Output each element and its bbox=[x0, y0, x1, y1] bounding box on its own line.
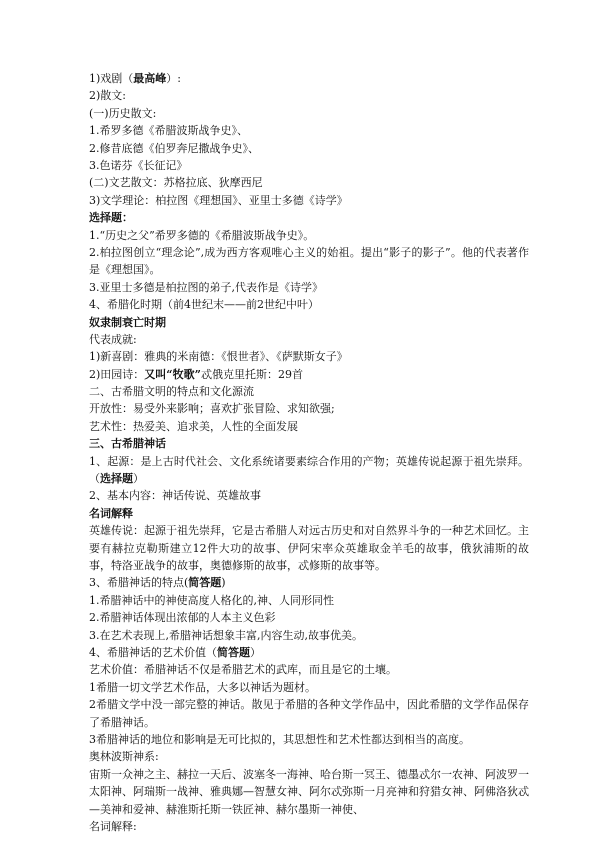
text-run: (二)文艺散文：苏格拉底、狄摩西尼 bbox=[89, 176, 263, 190]
bold-text: 又叫“牧歌” bbox=[144, 367, 201, 381]
text-run: 奥林波斯神系: bbox=[89, 750, 159, 764]
text-run: 1希腊一切文学艺术作品，大多以神话为题材。 bbox=[89, 680, 316, 694]
text-run: 1.希罗多德《希腊波斯战争史》、 bbox=[89, 124, 248, 138]
text-line bbox=[89, 70, 529, 87]
text-run: 2)田园诗： bbox=[89, 367, 145, 381]
text-line bbox=[89, 400, 529, 417]
text-line bbox=[89, 314, 529, 331]
text-line bbox=[89, 418, 529, 435]
text-run: 开放性：易受外来影响；喜欢扩张冒险、求知欲强; bbox=[89, 402, 335, 416]
text-run: 1.希腊神话中的神使高度人格化的,神、人同形同性 bbox=[89, 593, 334, 607]
text-run: 二、古希腊文明的特点和文化源流 bbox=[89, 385, 254, 399]
text-run: 忒俄克里托斯：29首 bbox=[200, 367, 303, 381]
text-run: 2)散文: bbox=[89, 89, 126, 103]
text-line bbox=[89, 748, 529, 765]
text-run: 名词解释: bbox=[89, 819, 137, 833]
text-line bbox=[89, 140, 529, 157]
text-line bbox=[89, 122, 529, 139]
text-line bbox=[89, 87, 529, 104]
text-run: 英雄传说：起源于祖先崇拜，它是古希腊人对远古历史和对自然界斗争的一种艺术回忆。主要有赫拉克勒斯建立12件大功的故事、伊阿宋率众英雄取金羊毛的故事，俄狄浦斯的故事，特洛亚战争的故事，奥德修斯的故事，忒修斯的故事等。 bbox=[89, 524, 529, 573]
text-line bbox=[89, 522, 529, 574]
bold-text: 三、古希腊神话 bbox=[89, 437, 166, 451]
text-run: 2.柏拉图创立“理念论”,成为西方客观唯心主义的始祖。提出“影子的影子”。他的代表著作是《理想国》。 bbox=[89, 245, 529, 277]
bold-text: 奴隶制衰亡时期 bbox=[89, 315, 166, 329]
text-run: 2希腊文学中没一部完整的神话。散见于希腊的各种文学作品中，因此希腊的文学作品保存了希腊神话。 bbox=[89, 698, 529, 729]
text-run: 1)戏剧（ bbox=[89, 72, 134, 85]
bold-text: 简答题 bbox=[188, 576, 222, 590]
text-line bbox=[89, 435, 529, 452]
text-line bbox=[89, 105, 529, 122]
text-run: 1)新喜剧：雅典的米南德：《恨世者》、《萨默斯女子》 bbox=[89, 350, 348, 364]
text-run: 3、希腊神话的特点( bbox=[89, 576, 189, 590]
text-line bbox=[89, 383, 529, 400]
text-run: 2.修昔底德《伯罗奔尼撒战争史》、 bbox=[89, 141, 259, 155]
text-line bbox=[89, 661, 529, 678]
text-run: 艺术性：热爱美、追求美，人性的全面发展 bbox=[89, 419, 298, 433]
text-run: 3希腊神话的地位和影响是无可比拟的，其思想性和艺术性都达到相当的高度。 bbox=[89, 732, 470, 746]
text-line bbox=[89, 366, 529, 383]
text-run: 2.希腊神话体现出浓郁的人本主义色彩 bbox=[89, 611, 276, 625]
text-run: 1.“历史之父”希罗多德的《希腊波斯战争史》。 bbox=[89, 228, 315, 242]
text-line bbox=[89, 679, 529, 696]
text-line bbox=[89, 487, 529, 504]
text-run: ）: bbox=[166, 72, 182, 85]
text-line bbox=[89, 731, 529, 748]
text-run: 1、起源：是上古时代社会、文化系统诸要素综合作用的产物；英雄传说起源于祖先崇拜。（ bbox=[89, 454, 529, 486]
text-line bbox=[89, 209, 529, 226]
text-line bbox=[89, 592, 529, 609]
text-run: 4、希腊神话的艺术价值（ bbox=[89, 646, 217, 659]
bold-text: 名词解释 bbox=[89, 506, 133, 520]
bold-text: 简答题 bbox=[217, 646, 250, 659]
text-line bbox=[89, 609, 529, 626]
text-line bbox=[89, 174, 529, 191]
bold-text: 选择题 bbox=[100, 472, 133, 486]
text-run: 3)文学理论：柏拉图《理想国》、亚里士多德《诗学》 bbox=[89, 193, 348, 207]
bold-text: 选择题： bbox=[89, 211, 133, 225]
text-run: 2、基本内容：神话传说、英雄故事 bbox=[89, 489, 261, 503]
text-run: 3.在艺术表现上,希腊神话想象丰富,内容生动,故事优美。 bbox=[89, 628, 363, 642]
text-run: 4、希腊化时期（前4世纪末——前2世纪中叶） bbox=[89, 298, 319, 312]
text-run: ） bbox=[250, 646, 261, 659]
text-run: 3.亚里士多德是柏拉图的弟子,代表作是《诗学》 bbox=[89, 280, 323, 294]
text-line bbox=[89, 244, 529, 279]
text-line bbox=[89, 644, 529, 661]
bold-text: 最高峰 bbox=[133, 72, 167, 85]
text-line bbox=[89, 192, 529, 209]
text-line bbox=[89, 505, 529, 522]
text-run: 艺术价值：希腊神话不仅是希腊艺术的武库，而且是它的土壤。 bbox=[89, 663, 397, 677]
text-line bbox=[89, 296, 529, 313]
text-run: 代表成就: bbox=[89, 332, 137, 346]
text-line bbox=[89, 696, 529, 731]
text-line bbox=[89, 331, 529, 348]
text-line bbox=[89, 348, 529, 365]
text-run: 3.色诺芬《长征记》 bbox=[89, 158, 188, 172]
document-body bbox=[89, 70, 529, 835]
text-line bbox=[89, 157, 529, 174]
text-line bbox=[89, 227, 529, 244]
text-run: (一)历史散文: bbox=[89, 106, 157, 120]
text-line bbox=[89, 766, 529, 818]
text-run: ) bbox=[221, 576, 226, 590]
text-line bbox=[89, 627, 529, 644]
text-line bbox=[89, 279, 529, 296]
text-line bbox=[89, 574, 529, 591]
text-run: 宙斯一众神之主、赫拉一天后、波塞冬一海神、哈台斯一冥王、德墨忒尔一农神、阿波罗一太阳神、阿瑞斯一战神、雅典娜—智慧女神、阿尔忒弥斯一月亮神和狩猎女神、阿佛洛狄忒—美神和爱神、赫淮斯托斯一铁匠神、赫尔墨斯一神使、 bbox=[89, 767, 529, 816]
text-line bbox=[89, 453, 529, 488]
text-line bbox=[89, 818, 529, 835]
text-run: ） bbox=[133, 472, 144, 486]
